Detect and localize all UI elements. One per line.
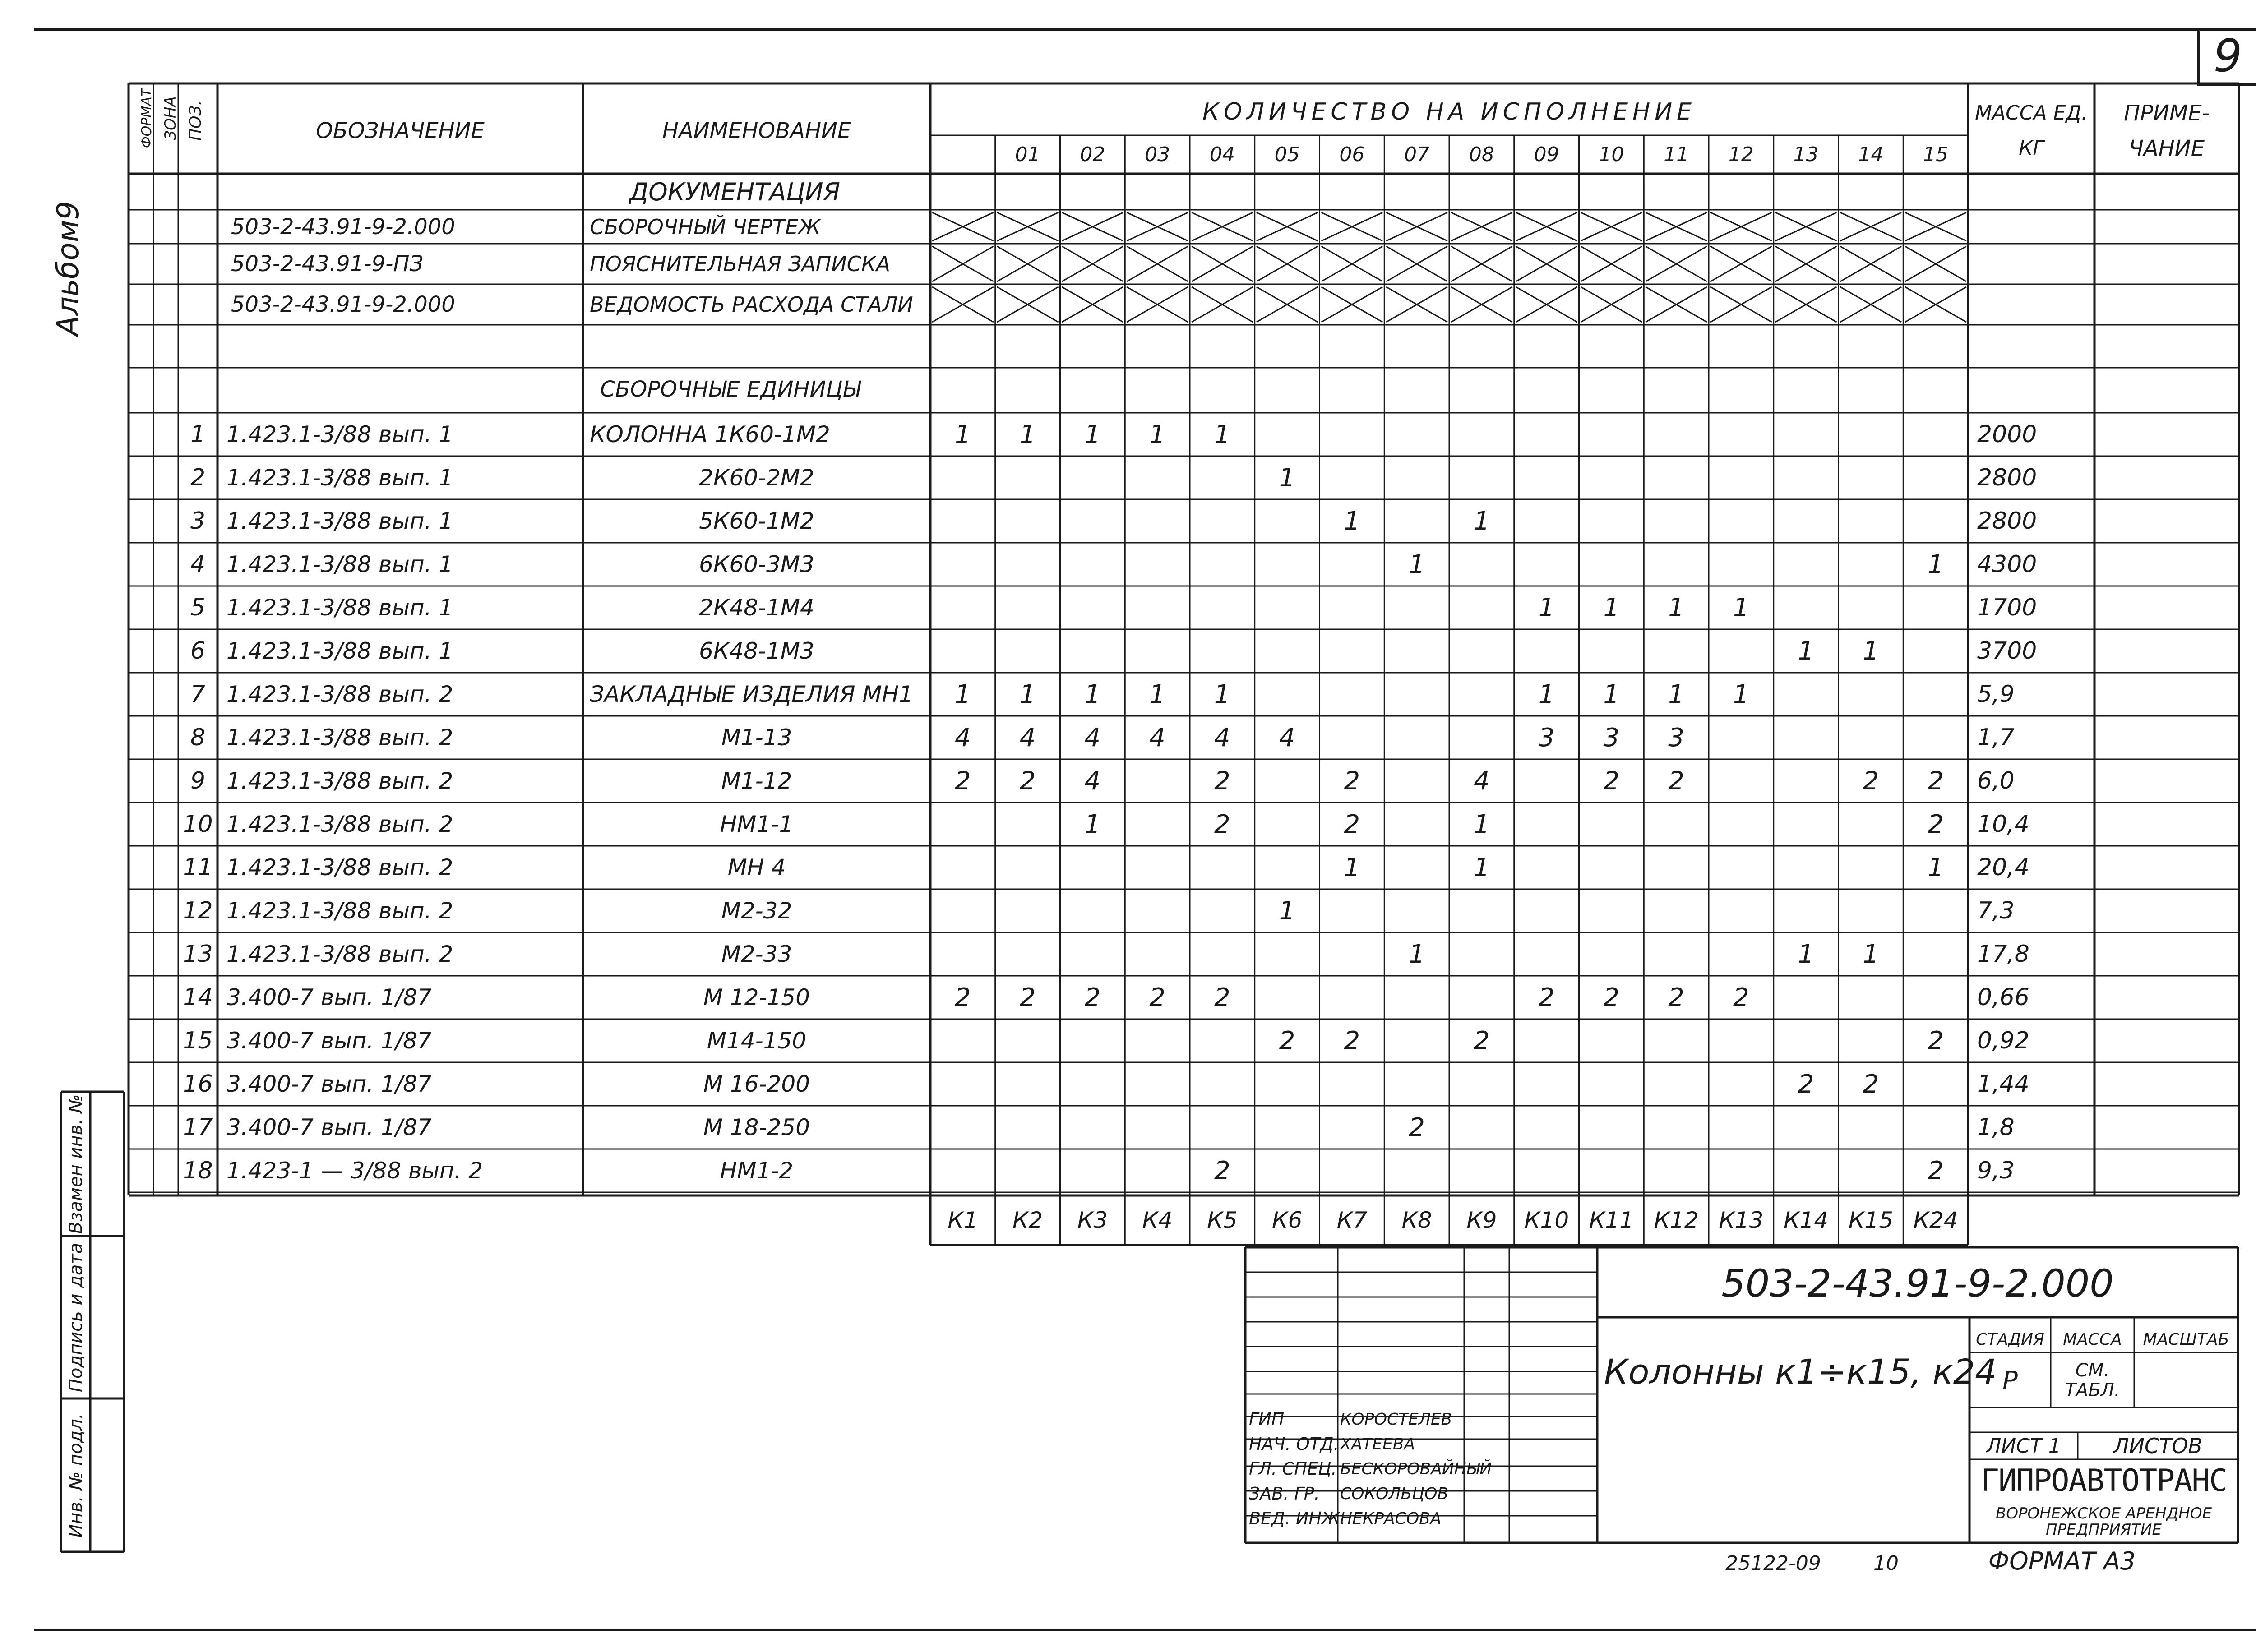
item-name: 5К60-1М2 [699, 508, 814, 534]
variant-header [930, 135, 995, 174]
item-quantity: 4 [955, 723, 971, 752]
item-name: КОЛОННА 1К60-1М2 [590, 421, 830, 448]
item-mass: 7,3 [1977, 897, 2015, 924]
item-mass: 4300 [1977, 551, 2037, 578]
doc-code: 503-2-43.91-9-2.000 [1721, 1261, 2114, 1306]
item-quantity: 4 [1019, 723, 1036, 752]
item-designation: 3.400-7 вып. 1/87 [227, 1028, 432, 1054]
item-quantity: 1 [1928, 853, 1944, 882]
column-mark: К5 [1207, 1207, 1238, 1233]
header-zone: ЗОНА [162, 96, 180, 140]
variant-header: 13 [1793, 143, 1819, 166]
page-number: 9 [2213, 29, 2242, 82]
item-designation: 1.423-1 — 3/88 вып. 2 [227, 1158, 483, 1184]
staff-role: ГИП [1249, 1409, 1285, 1429]
column-mark: К8 [1401, 1207, 1432, 1233]
staff-role: ЗАВ. ГР. [1249, 1484, 1320, 1504]
item-designation: 1.423.1-3/88 вып. 1 [227, 551, 453, 577]
item-quantity: 2 [955, 983, 971, 1012]
item-mass: 2000 [1977, 421, 2037, 448]
item-quantity: 4 [1149, 723, 1165, 752]
item-pos: 12 [183, 897, 213, 924]
doc-name: ВЕДОМОСТЬ РАСХОДА СТАЛИ [590, 292, 913, 317]
item-pos: 2 [190, 464, 206, 491]
item-pos: 10 [183, 811, 213, 838]
mass-label: МАССА [2063, 1330, 2122, 1349]
item-quantity: 1 [1603, 593, 1620, 623]
item-pos: 13 [183, 941, 213, 968]
item-mass: 0,92 [1977, 1027, 2029, 1054]
variant-header: 03 [1145, 143, 1170, 166]
item-name: М2-32 [721, 898, 792, 924]
item-quantity: 3 [1668, 723, 1684, 752]
item-quantity: 1 [1279, 896, 1295, 926]
item-name: НМ1-1 [720, 811, 794, 837]
variant-header: 02 [1080, 143, 1105, 166]
item-quantity: 2 [1149, 983, 1165, 1012]
column-mark: К11 [1589, 1207, 1634, 1233]
item-mass: 2800 [1977, 508, 2037, 535]
doc-designation: 503-2-43.91-9-2.000 [231, 292, 455, 317]
item-quantity: 3 [1603, 723, 1620, 752]
item-quantity: 1 [1474, 853, 1490, 882]
item-name: 2К60-2М2 [699, 465, 814, 491]
item-quantity: 1 [1214, 420, 1230, 449]
left-stamp-label: Подпись и дата [65, 1242, 86, 1392]
variant-header: 14 [1858, 143, 1884, 166]
section-documentation: ДОКУМЕНТАЦИЯ [629, 177, 841, 206]
item-quantity: 1 [1084, 420, 1101, 449]
stage-value: Р [2002, 1366, 2018, 1395]
item-pos: 7 [190, 681, 206, 708]
item-name: НМ1-2 [720, 1158, 794, 1184]
item-quantity: 1 [1149, 420, 1165, 449]
item-quantity: 1 [1019, 679, 1036, 709]
item-designation: 1.423.1-3/88 вып. 2 [227, 941, 453, 967]
item-mass: 6,0 [1977, 767, 2015, 794]
doc-name: СБОРОЧНЫЙ ЧЕРТЕЖ [590, 214, 821, 239]
item-name: ЗАКЛАДНЫЕ ИЗДЕЛИЯ МН1 [590, 681, 913, 707]
item-quantity: 1 [1084, 679, 1101, 709]
item-quantity: 1 [1798, 636, 1814, 666]
item-quantity: 2 [1863, 1069, 1879, 1099]
item-quantity: 1 [1538, 593, 1555, 623]
item-quantity: 1 [1409, 549, 1425, 579]
archive-copy: 10 [1873, 1551, 1899, 1575]
drawing-title: Колонны к1÷к15, к24 [1604, 1351, 1997, 1392]
variant-header: 08 [1469, 143, 1494, 166]
item-quantity: 2 [1668, 983, 1684, 1012]
item-mass: 1,7 [1977, 724, 2015, 751]
header-note: ПРИМЕ- ЧАНИЕ [2123, 101, 2210, 161]
item-quantity: 1 [1668, 593, 1684, 623]
item-designation: 1.423.1-3/88 вып. 1 [227, 508, 453, 534]
item-quantity: 2 [1019, 983, 1036, 1012]
staff-name: СОКОЛЬЦОВ [1340, 1484, 1449, 1503]
item-designation: 1.423.1-3/88 вып. 1 [227, 595, 453, 621]
item-name: 2К48-1М4 [699, 595, 814, 621]
column-mark: К3 [1077, 1207, 1108, 1233]
item-quantity: 1 [1084, 809, 1101, 839]
item-quantity: 2 [1474, 1026, 1490, 1056]
item-quantity: 1 [1409, 939, 1425, 969]
item-quantity: 3 [1538, 723, 1555, 752]
item-quantity: 2 [1344, 766, 1360, 796]
item-pos: 5 [190, 594, 206, 621]
item-quantity: 1 [1863, 636, 1879, 666]
item-quantity: 2 [1798, 1069, 1814, 1099]
item-quantity: 1 [1668, 679, 1684, 709]
column-mark: К24 [1913, 1207, 1958, 1233]
item-name: М14-150 [707, 1028, 807, 1054]
left-stamp-label: Инв. № подл. [65, 1413, 86, 1537]
item-quantity: 2 [1214, 1156, 1230, 1186]
item-quantity: 4 [1084, 766, 1101, 796]
item-quantity: 4 [1214, 723, 1230, 752]
item-designation: 1.423.1-3/88 вып. 2 [227, 681, 453, 707]
staff-role: НАЧ. ОТД. [1249, 1434, 1339, 1454]
item-quantity: 1 [1214, 679, 1230, 709]
staff-name: КОРОСТЕЛЕВ [1340, 1410, 1452, 1429]
variant-header: 01 [1015, 143, 1040, 166]
format-label: ФОРМАТ А3 [1988, 1546, 2136, 1575]
item-quantity: 2 [1928, 766, 1944, 796]
item-designation: 1.423.1-3/88 вып. 2 [227, 811, 453, 837]
sheet-label: ЛИСТ 1 [1986, 1434, 2061, 1458]
header-quantity: КОЛИЧЕСТВО НА ИСПОЛНЕНИЕ [1202, 98, 1696, 125]
archive-number: 25122-09 [1725, 1551, 1821, 1575]
item-quantity: 2 [1019, 766, 1036, 796]
section-assembly-units: СБОРОЧНЫЕ ЕДИНИЦЫ [600, 377, 861, 402]
variant-header: 10 [1599, 143, 1624, 166]
item-designation: 1.423.1-3/88 вып. 2 [227, 768, 453, 794]
item-quantity: 1 [955, 420, 971, 449]
item-name: 6К48-1М3 [699, 638, 814, 664]
item-mass: 1,8 [1977, 1114, 2015, 1141]
column-mark: К4 [1142, 1207, 1173, 1233]
item-mass: 1,44 [1977, 1071, 2029, 1098]
item-quantity: 2 [1733, 983, 1749, 1012]
item-quantity: 1 [1344, 853, 1360, 882]
column-mark: К12 [1654, 1207, 1699, 1233]
item-quantity: 1 [1538, 679, 1555, 709]
staff-name: ХАТЕЕВА [1340, 1435, 1415, 1454]
item-designation: 3.400-7 вып. 1/87 [227, 984, 432, 1011]
doc-name: ПОЯСНИТЕЛЬНАЯ ЗАПИСКА [590, 252, 891, 276]
item-designation: 1.423.1-3/88 вып. 2 [227, 724, 453, 751]
item-quantity: 4 [1084, 723, 1101, 752]
item-quantity: 4 [1279, 723, 1295, 752]
variant-header: 06 [1339, 143, 1365, 166]
mass-value: СМ. ТАБЛ. [2065, 1360, 2120, 1401]
item-name: М 16-200 [703, 1071, 810, 1097]
item-pos: 3 [190, 508, 206, 535]
item-quantity: 1 [1928, 549, 1944, 579]
item-designation: 1.423.1-3/88 вып. 1 [227, 465, 453, 491]
item-quantity: 2 [1084, 983, 1101, 1012]
item-designation: 1.423.1-3/88 вып. 2 [227, 898, 453, 924]
column-mark: К1 [948, 1207, 978, 1233]
item-designation: 3.400-7 вып. 1/87 [227, 1071, 432, 1097]
variant-header: 12 [1728, 143, 1754, 166]
item-designation: 1.423.1-3/88 вып. 1 [227, 421, 453, 448]
item-quantity: 1 [1798, 939, 1814, 969]
item-quantity: 2 [1928, 809, 1944, 839]
header-format: ФОРМАТ [139, 88, 155, 148]
item-quantity: 2 [1603, 766, 1620, 796]
item-name: М1-12 [721, 768, 792, 794]
item-mass: 10,4 [1977, 811, 2029, 838]
item-designation: 1.423.1-3/88 вып. 1 [227, 638, 453, 664]
staff-name: БЕСКОРОВАЙНЫЙ [1340, 1459, 1492, 1478]
column-mark: К10 [1524, 1207, 1569, 1233]
staff-role: ВЕД. ИНЖ. [1249, 1509, 1345, 1528]
item-pos: 16 [183, 1071, 213, 1098]
item-pos: 9 [190, 767, 206, 794]
item-designation: 1.423.1-3/88 вып. 2 [227, 854, 453, 881]
item-name: 6К60-3М3 [699, 551, 814, 577]
item-pos: 6 [190, 637, 206, 664]
item-pos: 1 [190, 421, 206, 448]
staff-name: НЕКРАСОВА [1340, 1509, 1442, 1528]
variant-header: 05 [1274, 143, 1300, 166]
item-quantity: 2 [1344, 809, 1360, 839]
column-mark: К13 [1719, 1207, 1764, 1233]
item-pos: 8 [190, 724, 206, 751]
item-quantity: 2 [1928, 1026, 1944, 1056]
item-pos: 17 [183, 1114, 213, 1141]
column-mark: К15 [1848, 1207, 1893, 1233]
stage-label: СТАДИЯ [1976, 1330, 2044, 1349]
item-quantity: 2 [1409, 1112, 1425, 1142]
variant-header: 09 [1534, 143, 1559, 166]
item-mass: 2800 [1977, 464, 2037, 491]
item-designation: 3.400-7 вып. 1/87 [227, 1114, 432, 1140]
doc-designation: 503-2-43.91-9-ПЗ [231, 251, 424, 277]
item-mass: 9,3 [1977, 1157, 2015, 1184]
album-label: Альбом9 [50, 201, 85, 336]
item-pos: 11 [183, 854, 213, 881]
header-pos: ПОЗ. [186, 100, 205, 141]
item-quantity: 1 [1733, 679, 1749, 709]
item-pos: 4 [190, 551, 206, 578]
item-quantity: 1 [1474, 809, 1490, 839]
item-quantity: 2 [1863, 766, 1879, 796]
variant-header: 15 [1923, 143, 1949, 166]
item-quantity: 2 [1538, 983, 1555, 1012]
doc-designation: 503-2-43.91-9-2.000 [231, 214, 455, 240]
item-quantity: 2 [955, 766, 971, 796]
item-name: МН 4 [727, 854, 786, 881]
item-mass: 17,8 [1977, 941, 2029, 968]
item-name: М1-13 [721, 724, 792, 751]
item-quantity: 2 [1668, 766, 1684, 796]
item-name: М 18-250 [703, 1114, 810, 1140]
item-quantity: 1 [1863, 939, 1879, 969]
item-quantity: 1 [1603, 679, 1620, 709]
item-quantity: 1 [1279, 463, 1295, 493]
item-quantity: 4 [1474, 766, 1490, 796]
item-quantity: 2 [1214, 983, 1230, 1012]
item-quantity: 1 [1474, 506, 1490, 536]
item-quantity: 2 [1928, 1156, 1944, 1186]
item-name: М2-33 [721, 941, 792, 967]
scale-label: МАСШТАБ [2143, 1330, 2229, 1349]
header-name: НАИМЕНОВАНИЕ [662, 118, 851, 143]
item-pos: 15 [183, 1027, 213, 1054]
left-stamp-label: Взамен инв. № [65, 1094, 86, 1234]
item-quantity: 2 [1214, 766, 1230, 796]
item-quantity: 1 [1733, 593, 1749, 623]
column-mark: К14 [1784, 1207, 1829, 1233]
item-quantity: 1 [1149, 679, 1165, 709]
item-quantity: 1 [1344, 506, 1360, 536]
staff-role: ГЛ. СПЕЦ. [1249, 1459, 1337, 1479]
item-mass: 0,66 [1977, 984, 2029, 1011]
column-mark: К7 [1336, 1207, 1368, 1233]
organization-subtitle: ВОРОНЕЖСКОЕ АРЕНДНОЕ ПРЕДПРИЯТИЕ [1995, 1504, 2212, 1539]
organization-name: ГИПРОАВТОТРАНС [1980, 1463, 2227, 1499]
column-mark: К9 [1466, 1207, 1497, 1233]
item-mass: 1700 [1977, 594, 2037, 621]
variant-header: 07 [1404, 143, 1430, 166]
item-quantity: 2 [1344, 1026, 1360, 1056]
variant-header: 04 [1209, 143, 1235, 166]
item-mass: 3700 [1977, 637, 2037, 664]
item-quantity: 2 [1603, 983, 1620, 1012]
header-mass: МАССА ЕД. КГ [1975, 102, 2088, 160]
column-mark: К6 [1271, 1207, 1303, 1233]
item-mass: 5,9 [1977, 681, 2015, 708]
item-quantity: 1 [955, 679, 971, 709]
item-quantity: 2 [1279, 1026, 1295, 1056]
column-mark: К2 [1012, 1207, 1043, 1233]
header-designation: ОБОЗНАЧЕНИЕ [316, 118, 485, 143]
item-pos: 14 [183, 984, 213, 1011]
item-quantity: 1 [1019, 420, 1036, 449]
item-name: М 12-150 [703, 984, 810, 1011]
item-mass: 20,4 [1977, 854, 2029, 881]
variant-header: 11 [1664, 143, 1689, 166]
sheets-label: ЛИСТОВ [2113, 1434, 2202, 1458]
item-quantity: 2 [1214, 809, 1230, 839]
item-pos: 18 [183, 1157, 213, 1184]
